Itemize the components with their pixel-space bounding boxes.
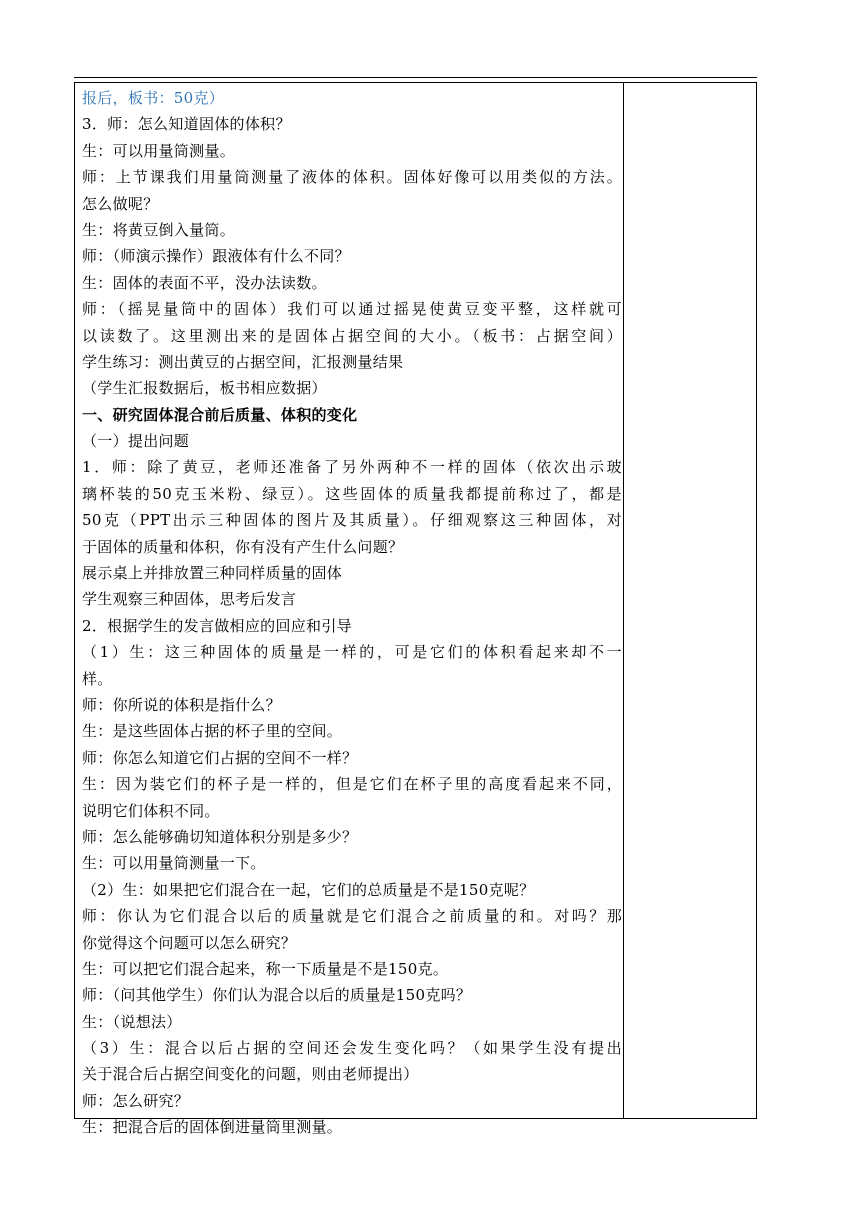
text-line: 师：你所说的体积是指什么？ — [82, 695, 281, 714]
text-line: 2．根据学生的发言做相应的回应和引导 — [82, 616, 352, 635]
text-line: 生：固体的表面不平，没办法读数。 — [82, 273, 327, 292]
text-line: 生：将黄豆倒入量筒。 — [82, 220, 236, 239]
text-line: 展示桌上并排放置三种同样质量的固体 — [82, 564, 343, 583]
text-line: 师：你怎么知道它们占据的空间不一样？ — [82, 748, 358, 767]
text-line: 报后，板书：50克） — [82, 89, 225, 107]
text-line: 你觉得这个问题可以怎么研究？ — [82, 933, 297, 952]
text-line: 一、研究固体混合前后质量、体积的变化 — [82, 405, 358, 424]
text-line: 于固体的质量和体积，你有没有产生什么问题？ — [82, 537, 404, 556]
text-line: 璃杯装的50克玉米粉、绿豆）。这些固体的质量我都提前称过了，都是 — [82, 484, 622, 503]
text-line: 关于混合后占据空间变化的问题，则由老师提出） — [82, 1065, 419, 1084]
header-rule — [74, 77, 757, 78]
text-line: 50克（PPT出示三种固体的图片及其质量）。仔细观察这三种固体，对 — [82, 511, 622, 530]
text-line: 学生练习：测出黄豆的占据空间，汇报测量结果 — [82, 352, 404, 371]
text-line: 师：怎么能够确切知道体积分别是多少？ — [82, 827, 358, 846]
text-line: 生：因为装它们的杯子是一样的，但是它们在杯子里的高度看起来不同， — [82, 775, 622, 794]
text-line: （1）生：这三种固体的质量是一样的，可是它们的体积看起来却不一 — [82, 643, 622, 662]
text-line: （一）提出问题 — [82, 432, 190, 451]
lesson-content-cell — [82, 85, 622, 1141]
text-line: （3）生：混合以后占据的空间还会发生变化吗？（如果学生没有提出 — [82, 1039, 622, 1058]
text-line: 学生观察三种固体，思考后发言 — [82, 590, 297, 609]
text-line: 师：上节课我们用量筒测量了液体的体积。固体好像可以用类似的方法。 — [82, 168, 622, 187]
text-line: 师：怎么研究？ — [82, 1091, 190, 1110]
text-line: 师：（师演示操作）跟液体有什么不同？ — [82, 247, 350, 266]
text-line: 生：把混合后的固体倒进量筒里测量。 — [82, 1118, 343, 1137]
text-line: 3．师：怎么知道固体的体积？ — [82, 115, 291, 134]
text-line: 1．师：除了黄豆，老师还准备了另外两种不一样的固体（依次出示玻 — [82, 458, 622, 477]
text-line: 生：可以用量筒测量一下。 — [82, 854, 266, 873]
text-line: 生：可以把它们混合起来，称一下质量是不是150克。 — [82, 959, 449, 978]
text-line: 生：（说想法） — [82, 1012, 182, 1031]
text-line: 样。 — [82, 669, 113, 688]
text-line: （学生汇报数据后，板书相应数据） — [82, 379, 327, 398]
text-line: 说明它们体积不同。 — [82, 801, 220, 820]
table-column-divider — [623, 82, 624, 1119]
text-line: 以读数了。这里测出来的是固体占据空间的大小。（板书：占据空间） — [82, 326, 622, 345]
text-line: 生：可以用量筒测量。 — [82, 141, 236, 160]
text-line: 师：你认为它们混合以后的质量就是它们混合之前质量的和。对吗？那 — [82, 907, 622, 926]
text-line: （2）生：如果把它们混合在一起，它们的总质量是不是150克呢？ — [82, 880, 535, 899]
text-line: 怎么做呢？ — [82, 194, 159, 213]
text-line: 师：（摇晃量筒中的固体）我们可以通过摇晃使黄豆变平整，这样就可 — [82, 300, 622, 319]
text-line: 师：（问其他学生）你们认为混合以后的质量是150克吗？ — [82, 986, 472, 1005]
text-line: 生：是这些固体占据的杯子里的空间。 — [82, 722, 343, 741]
